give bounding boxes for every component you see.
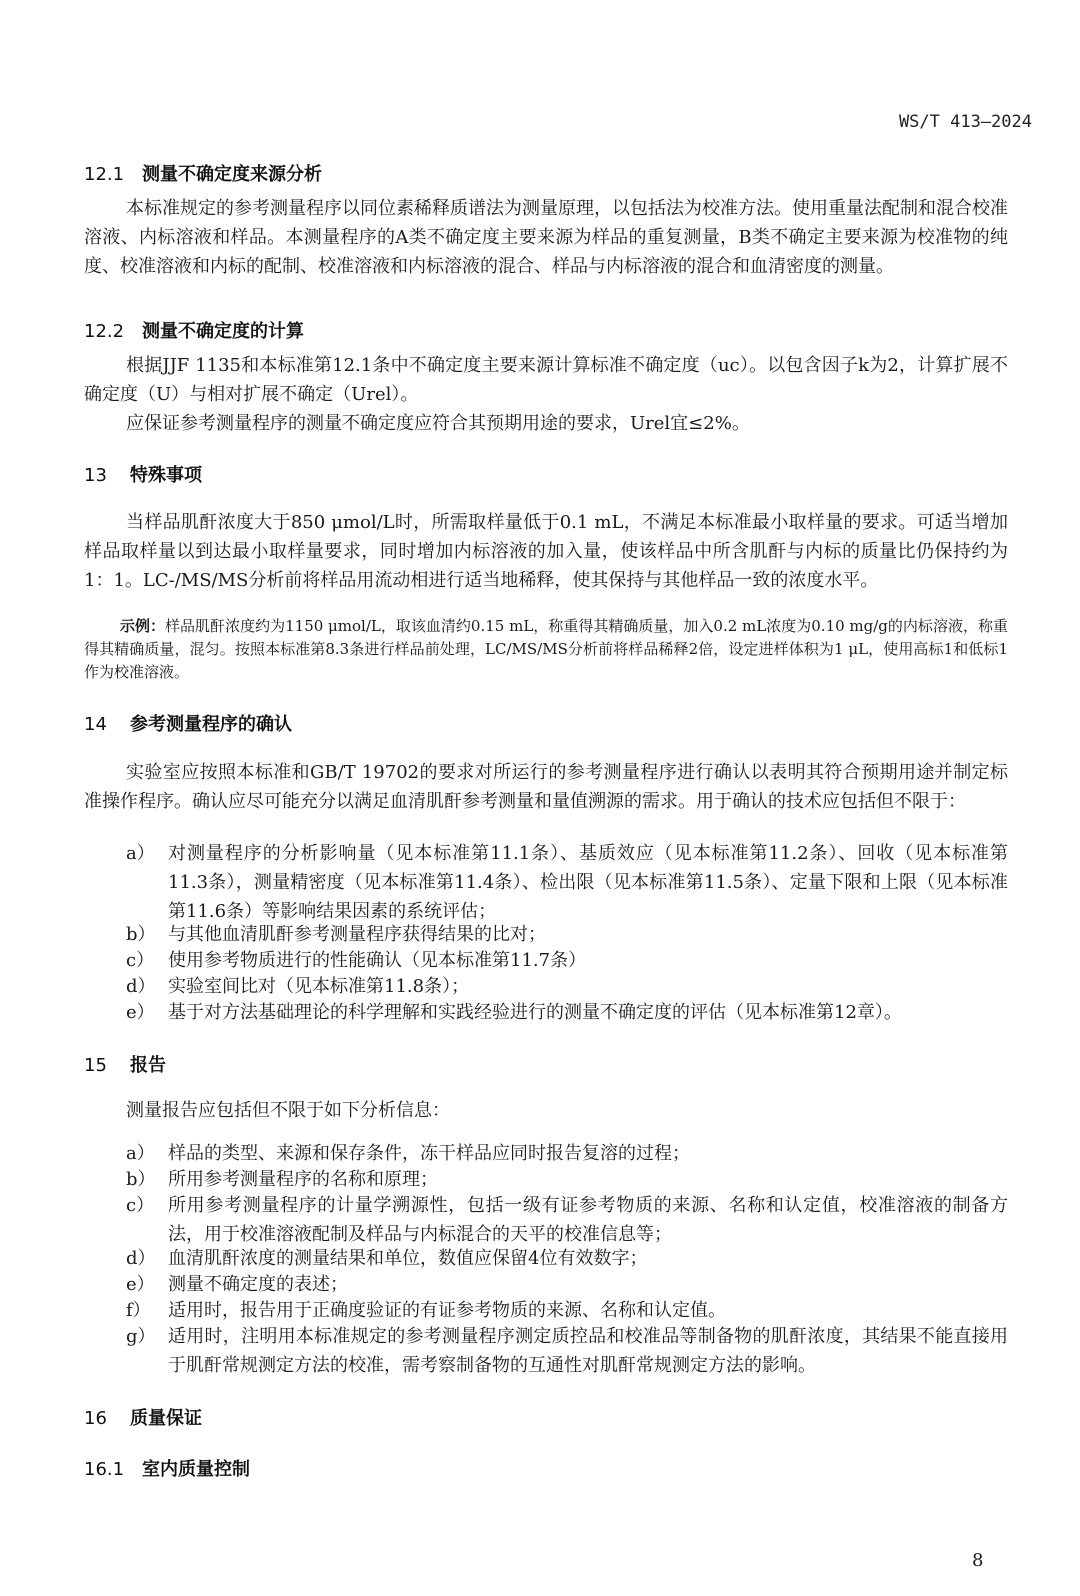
section-15-heading [84, 1051, 166, 1077]
list-text: 所用参考测量程序的计量学溯源性，包括一级有证参考物质的来源、名称和认定值，校准溶液的制备方法，用于校准溶液配制及样品与内标混合的天平的校准信息等； [168, 1195, 1008, 1245]
section-title: 参考测量程序的确认 [130, 714, 292, 735]
section-12-2-heading [84, 317, 304, 343]
section-number: 16.1 [84, 1459, 125, 1480]
list-text: 基于对方法基础理论的科学理解和实践经验进行的测量不确定度的评估（见本标准第12章）。 [168, 1002, 902, 1023]
list-item [126, 1244, 1008, 1273]
document-code: WS/T 413—2024 [898, 112, 1032, 132]
list-item [126, 1296, 1008, 1325]
section-title: 测量不确定度来源分析 [142, 164, 322, 185]
list-item [126, 1191, 1008, 1249]
section-16-heading [84, 1404, 202, 1430]
section-title: 质量保证 [130, 1408, 202, 1429]
list-text: 使用参考物质进行的性能确认（见本标准第11.7条） [168, 950, 587, 971]
list-item [126, 972, 1008, 1001]
list-marker: e） [126, 1002, 155, 1023]
example-text: 样品肌酐浓度约为1150 μmol/L，取该血清约0.15 mL，称重得其精确质量，加入0.2 mL浓度为0.10 mg/g的内标溶液，称重得其精确质量，混匀。按照本标准第8.3条进行样品前处理，LC/MS/MS分析前将样品稀释2倍，设定进样体积为1 μL，使用高标1和低标1作为校准溶液。 [84, 617, 1008, 681]
page-number: 8 [972, 1550, 984, 1571]
section-12-1-heading [84, 160, 322, 186]
list-marker: d） [126, 1248, 156, 1269]
list-text: 实验室间比对（见本标准第11.8条）； [168, 976, 470, 997]
section-title: 室内质量控制 [142, 1459, 250, 1480]
list-marker: c） [126, 950, 155, 971]
section-title: 特殊事项 [130, 465, 202, 486]
section-16-1-heading [84, 1455, 250, 1481]
section-12-2-paragraph-2: 应保证参考测量程序的测量不确定度应符合其预期用途的要求，Urel宜≤2%。 [126, 413, 750, 434]
list-text: 测量不确定度的表述； [168, 1274, 348, 1295]
section-title: 报告 [130, 1055, 166, 1076]
list-text: 与其他血清肌酐参考测量程序获得结果的比对； [168, 924, 546, 945]
list-text: 样品的类型、来源和保存条件，冻干样品应同时报告复溶的过程； [168, 1143, 690, 1164]
list-marker: a） [126, 843, 155, 864]
list-item [126, 1165, 1008, 1194]
list-marker: b） [126, 1169, 156, 1190]
section-number: 15 [84, 1055, 107, 1076]
section-12-1-paragraph: 本标准规定的参考测量程序以同位素稀释质谱法为测量原理，以包括法为校准方法。使用重量法配制和混合校准溶液、内标溶液和样品。本测量程序的A类不确定度主要来源为样品的重复测量，B类不确定主要来源为校准物的纯度、校准溶液和内标的配制、校准溶液和内标溶液的混合、样品与内标溶液的混合和血清密度的测量。 [84, 198, 1008, 277]
section-13-heading [84, 461, 202, 487]
list-item [126, 998, 1008, 1027]
section-number: 14 [84, 714, 107, 735]
section-14-paragraph: 实验室应按照本标准和GB/T 19702的要求对所运行的参考测量程序进行确认以表明其符合预期用途并制定标准操作程序。确认应尽可能充分以满足血清肌酐参考测量和量值溯源的需求。用于确认的技术应包括但不限于： [84, 762, 1008, 812]
list-item [126, 1139, 1008, 1168]
list-marker: f） [126, 1300, 151, 1321]
list-marker: g） [126, 1326, 156, 1347]
list-marker: d） [126, 976, 156, 997]
list-marker: c） [126, 1195, 155, 1216]
list-marker: e） [126, 1274, 155, 1295]
section-14-heading [84, 710, 292, 736]
section-13-paragraph: 当样品肌酐浓度大于850 μmol/L时，所需取样量低于0.1 mL，不满足本标准最小取样量的要求。可适当增加样品取样量以到达最小取样量要求，同时增加内标溶液的加入量，使该样品中所含肌酐与内标的质量比仍保持约为1：1。LC-/MS/MS分析前将样品用流动相进行适当地稀释，使其保持与其他样品一致的浓度水平。 [84, 512, 1008, 591]
list-item [126, 920, 1008, 949]
list-text: 适用时，注明用本标准规定的参考测量程序测定质控品和校准品等制备物的肌酐浓度，其结果不能直接用于肌酐常规测定方法的校准，需考察制备物的互通性对肌酐常规测定方法的影响。 [168, 1326, 1008, 1376]
section-title: 测量不确定度的计算 [142, 321, 304, 342]
example-label: 示例： [120, 617, 166, 635]
section-13-example [84, 615, 1008, 684]
list-text: 血清肌酐浓度的测量结果和单位，数值应保留4位有效数字； [168, 1248, 648, 1269]
list-text: 适用时，报告用于正确度验证的有证参考物质的来源、名称和认定值。 [168, 1300, 726, 1321]
list-text: 对测量程序的分析影响量（见本标准第11.1条）、基质效应（见本标准第11.2条）、回收（见本标准第11.3条），测量精密度（见本标准第11.4条）、检出限（见本标准第11.5条）、定量下限和上限（见本标准第11.6条）等影响结果因素的系统评估； [168, 843, 1008, 922]
list-item [126, 1322, 1008, 1380]
list-item [126, 1270, 1008, 1299]
section-12-2-paragraph-1: 根据JJF 1135和本标准第12.1条中不确定度主要来源计算标准不确定度（uc）。以包含因子k为2，计算扩展不确定度（U）与相对扩展不确定（Urel）。 [84, 355, 1008, 405]
list-item [126, 946, 1008, 975]
list-marker: b） [126, 924, 156, 945]
list-item [126, 839, 1008, 926]
section-number: 16 [84, 1408, 107, 1429]
section-number: 12.1 [84, 164, 125, 185]
list-marker: a） [126, 1143, 155, 1164]
section-number: 12.2 [84, 321, 125, 342]
list-text: 所用参考测量程序的名称和原理； [168, 1169, 438, 1190]
section-number: 13 [84, 465, 107, 486]
section-15-paragraph: 测量报告应包括但不限于如下分析信息： [126, 1100, 450, 1121]
